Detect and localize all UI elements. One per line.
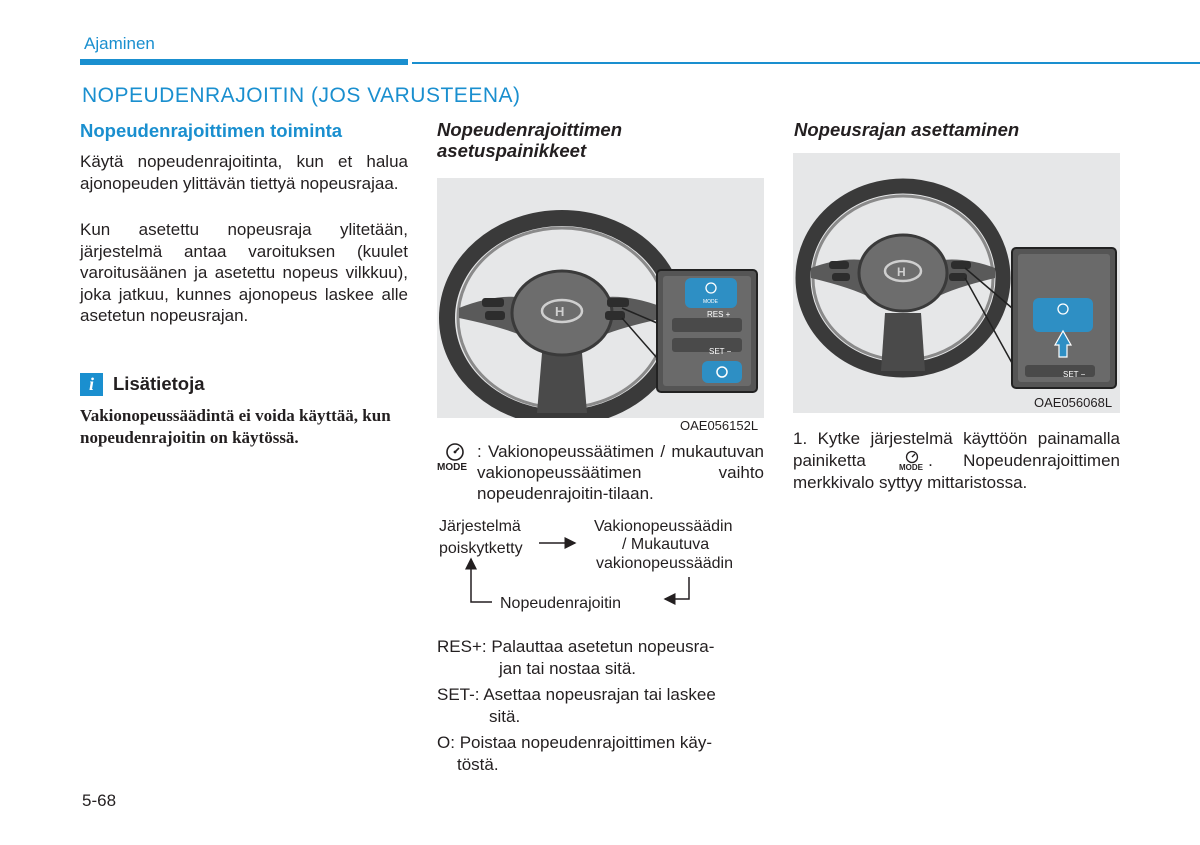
definition-res-text1: Palauttaa asetetun nopeusra- [491,637,715,656]
figure-code-1: OAE056152L [680,418,759,433]
info-icon: i [80,373,103,396]
svg-text:H: H [555,304,565,319]
set-limit-heading: Nopeusrajan asettaminen [794,119,1020,140]
definition-set-label: SET-: [437,685,480,704]
mode-legend [437,441,764,504]
flow-cc-line1: Vakionopeussäädin [594,518,733,535]
step-1 [793,428,1120,493]
mode-description: : Vakionopeussäätimen / mukautuvan vakionopeussäätimen vaihto nopeudenrajoitin-tilaan. [477,442,764,503]
speedometer-mode-icon [437,441,473,475]
info-note: Vakionopeussäädintä ei voida käyttää, kun nopeudenrajoitin on käytössä. [80,406,391,447]
flow-arrow-to-limiter [665,577,689,599]
flow-off-line1: Järjestelmä [439,518,521,535]
flow-off-line2: poiskytketty [439,540,523,557]
definition-res [437,636,764,680]
speedometer-mode-icon-inline [896,450,928,472]
info-heading [80,371,205,397]
paragraph-warning: Kun asetettu nopeusraja ylitetään, järjestelmä antaa varoituksen (kuulet varoitusäänen ja asetettu nopeus vilkkuu), joka jatkuu, kunnes ajonopeus laskee alle asetetun nopeusrajan. [80,220,408,325]
definition-o-text1: Poistaa nopeudenrajoittimen käy- [459,733,713,752]
steering-wheel-figure-set [793,153,1120,413]
steering-wheel-illustration [437,178,764,418]
flow-arrow-to-off [471,559,492,602]
buttons-heading-line2: asetuspainikkeet [437,140,587,161]
svg-text:MODE: MODE [703,299,718,305]
step-1-part-b: painamalla painiketta [793,429,1120,470]
svg-text:RES +: RES + [707,310,731,319]
header-rule-thin [412,62,1200,64]
page-number: 5-68 [82,791,117,810]
definition-set-text1: Asettaa nopeusrajan tai laskee [483,685,716,704]
buttons-heading-line1: Nopeudenrajoittimen [437,119,623,140]
svg-text:SET −: SET − [709,347,732,356]
flow-limiter: Nopeudenrajoitin [500,595,621,612]
mode-text: MODE [437,462,467,473]
svg-text:H: H [897,265,906,279]
paragraph-intro: Käytä nopeudenrajoitinta, kun et halua ajonopeuden ylittävän tiettyä nopeusrajaa. [80,152,408,193]
section-label: Ajaminen [84,34,155,53]
step-1-part-a: 1. Kytke järjestelmä käyttöön [793,429,1028,448]
header-rule-thick [80,59,408,65]
chapter-title: NOPEUDENRAJOITIN (JOS VARUSTEENA) [82,84,521,107]
figure-code-2: OAE056068L [1034,395,1113,410]
definition-set [437,684,764,728]
definition-o-label: O: [437,733,455,752]
definition-o-text2: töstä. [457,755,499,774]
flow-cc-line2: / Mukautuva [622,536,710,553]
definition-set-text2: sitä. [489,707,521,726]
steering-wheel-illustration-2 [793,153,1120,413]
definition-res-label: RES+: [437,637,487,656]
buttons-heading [437,119,737,161]
steering-wheel-figure-buttons [437,178,764,418]
definition-res-text2: jan tai nostaa sitä. [499,659,637,678]
subheading-function: Nopeudenrajoittimen toiminta [80,120,343,141]
mode-flow-diagram [437,515,764,620]
step-1-part-c: . Nopeudenrajoittimen merkkivalo syttyy mittaristossa. [793,450,1120,492]
inline-mode-text: MODE [899,462,924,472]
flow-cc-line3: vakionopeussäädin [596,555,733,572]
info-title: Lisätietoja [113,373,205,394]
svg-text:SET −: SET − [1063,370,1086,379]
definition-o [437,732,764,776]
